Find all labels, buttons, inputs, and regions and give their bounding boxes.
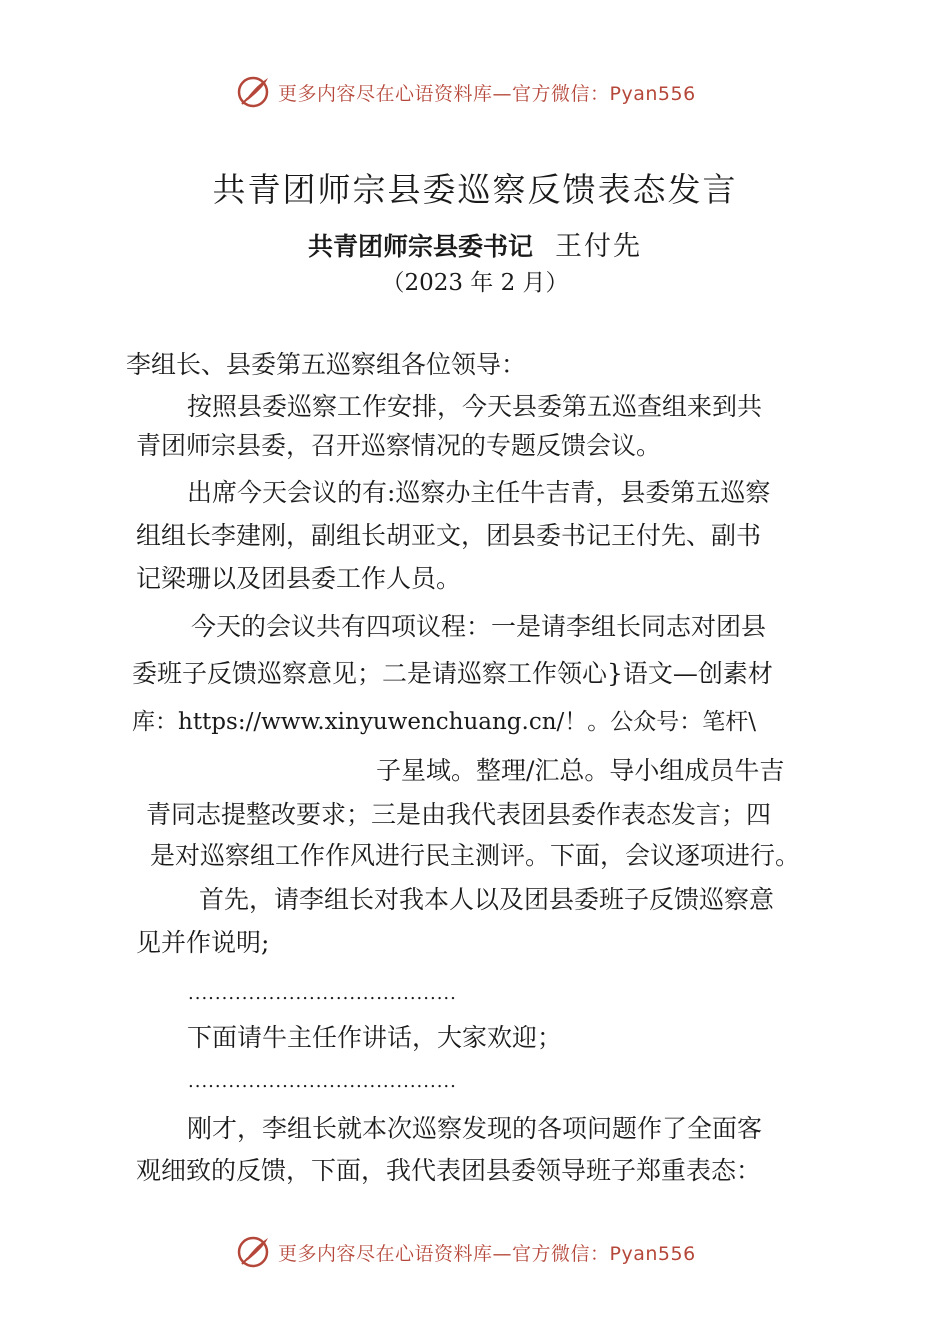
- body-line: 出席今天会议的有:巡察办主任牛吉青，县委第五巡察: [187, 478, 771, 507]
- ellipsis-separator: ........................................: [188, 1071, 457, 1092]
- quill-logo-icon: [236, 1234, 272, 1270]
- author-name: 王付先: [555, 231, 642, 262]
- body-line: 见并作说明;: [136, 928, 270, 957]
- body-line: 今天的会议共有四项议程：一是请李组长同志对团县: [191, 612, 767, 641]
- author-role: 共青团师宗县委书记: [307, 232, 533, 261]
- body-line: 是对巡察组工作作风进行民主测评。下面，会议逐项进行。: [150, 841, 801, 870]
- body-line: 委班子反馈巡察意见；二是请巡察工作领心}语文—创素材: [132, 659, 773, 688]
- watermark-text: 更多内容尽在心语资料库—官方微信：Pyan556: [278, 82, 696, 105]
- body-line: 刚才，李组长就本次巡察发现的各项问题作了全面客: [187, 1114, 763, 1143]
- ellipsis-separator: ........................................: [188, 983, 457, 1004]
- document-date: （2023 年 2 月）: [381, 270, 569, 296]
- watermark-text: 更多内容尽在心语资料库—官方微信：Pyan556: [278, 1242, 696, 1265]
- body-line: 青团师宗县委，召开巡察情况的专题反馈会议。: [136, 431, 662, 460]
- body-line: 下面请牛主任作讲话，大家欢迎；: [187, 1023, 563, 1052]
- quill-logo-icon: [236, 74, 272, 110]
- body-line: 青同志提整改要求；三是由我代表团县委作表态发言；四: [146, 800, 772, 829]
- watermark-banner-bottom: [236, 1232, 756, 1272]
- body-line: 首先，请李组长对我本人以及团县委班子反馈巡察意: [199, 885, 775, 914]
- salutation: 李组长、县委第五巡察组各位领导：: [126, 350, 527, 379]
- body-line: 组组长李建刚，副组长胡亚文，团县委书记王付先、副书: [136, 521, 762, 550]
- body-line: 记梁珊以及团县委工作人员。: [136, 564, 462, 593]
- body-line: 库：https://www.xinyuwenchuang.cn/！。公众号：笔杆\: [132, 709, 757, 735]
- document-title: 共青团师宗县委巡察反馈表态发言: [212, 170, 738, 209]
- watermark-banner-top: [236, 72, 756, 112]
- body-line: 观细致的反馈，下面，我代表团县委领导班子郑重表态：: [136, 1156, 762, 1185]
- document-subtitle: [0, 224, 950, 263]
- body-line: 按照县委巡察工作安排，今天县委第五巡查组来到共: [187, 392, 763, 421]
- body-line: 子星域。整理/汇总。导小组成员牛吉: [376, 756, 785, 785]
